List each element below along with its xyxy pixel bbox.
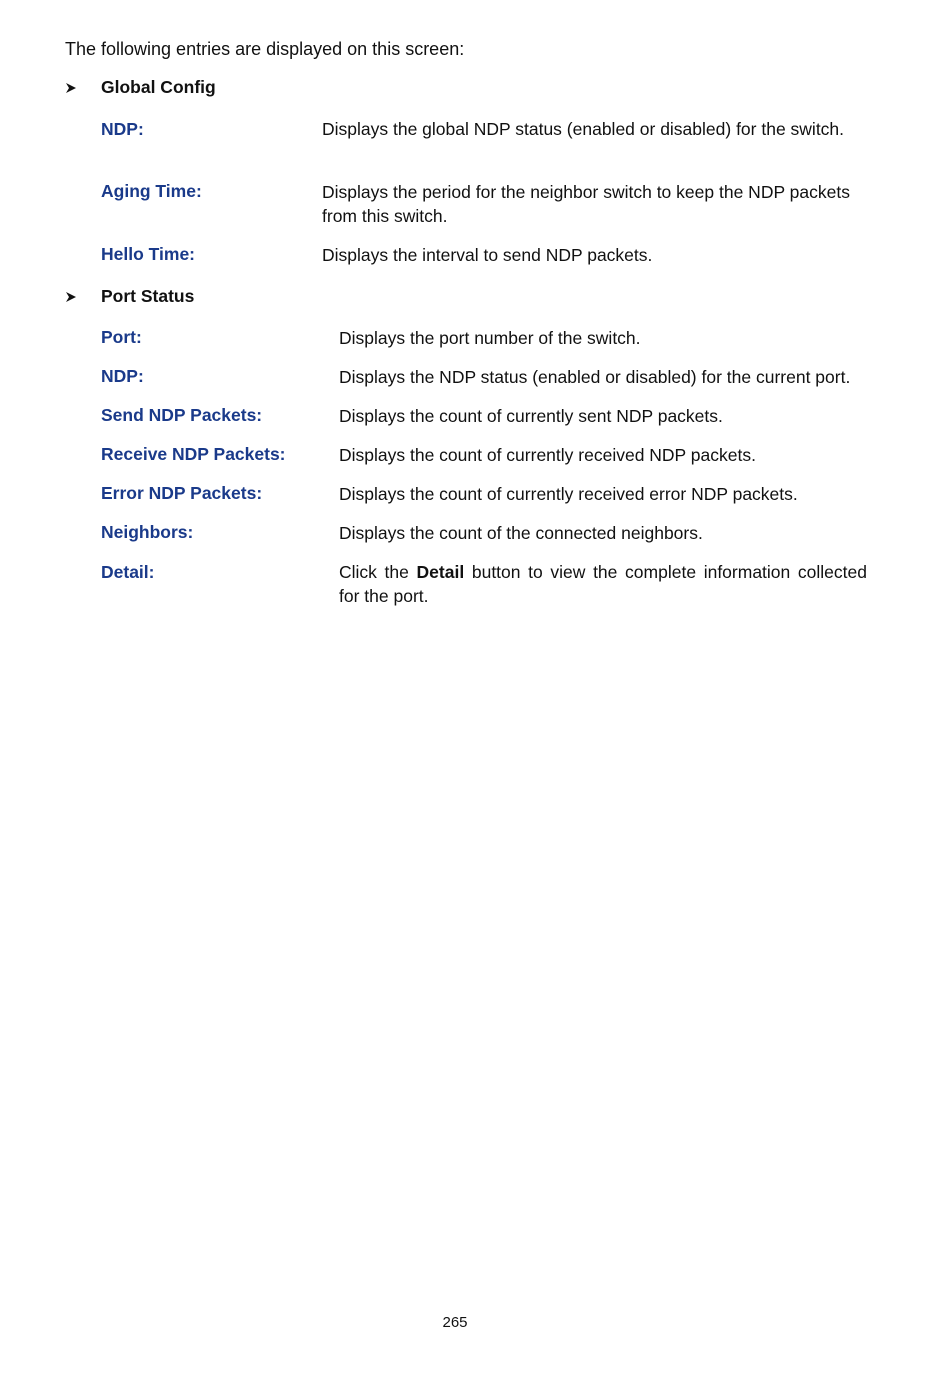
desc-neighbors: Displays the count of the connected neighbors. xyxy=(339,523,703,543)
page-number: 265 xyxy=(442,1314,468,1331)
term-ndp: NDP: xyxy=(101,119,144,139)
desc-send-ndp-packets: Displays the count of currently sent NDP packets. xyxy=(339,406,723,426)
section-heading-global-config xyxy=(65,77,216,98)
term-port-ndp: NDP: xyxy=(101,366,144,386)
term-port: Port: xyxy=(101,327,142,347)
desc-aging-time: Displays the period for the neighbor switch to keep the NDP packets from this switch. xyxy=(322,182,850,226)
section-title: Port Status xyxy=(101,286,195,306)
desc-receive-ndp-packets: Displays the count of currently received NDP packets. xyxy=(339,445,756,465)
term-send-ndp-packets: Send NDP Packets: xyxy=(101,405,263,425)
desc-error-ndp-packets: Displays the count of currently received error NDP packets. xyxy=(339,484,798,504)
desc-port-ndp: Displays the NDP status (enabled or disabled) for the current port. xyxy=(339,367,851,387)
desc-ndp: Displays the global NDP status (enabled or disabled) for the switch. xyxy=(322,119,845,139)
detail-button-reference: Detail xyxy=(416,562,465,582)
term-neighbors: Neighbors: xyxy=(101,522,194,542)
arrow-bullet-icon xyxy=(65,82,101,94)
desc-port: Displays the port number of the switch. xyxy=(339,328,641,348)
desc-detail-post: button to view the complete information collected for the port. xyxy=(339,562,867,606)
term-detail: Detail: xyxy=(101,562,155,582)
intro-text: The following entries are displayed on this screen: xyxy=(65,39,465,59)
term-receive-ndp-packets: Receive NDP Packets: xyxy=(101,444,286,464)
desc-detail xyxy=(339,560,867,608)
section-heading-port-status xyxy=(65,286,194,307)
term-hello-time: Hello Time: xyxy=(101,244,196,264)
section-title: Global Config xyxy=(101,77,216,97)
arrow-bullet-icon xyxy=(65,291,101,303)
term-aging-time: Aging Time: xyxy=(101,181,202,201)
desc-hello-time: Displays the interval to send NDP packets. xyxy=(322,245,653,265)
desc-detail-pre: Click the xyxy=(339,562,409,582)
term-error-ndp-packets: Error NDP Packets: xyxy=(101,483,263,503)
